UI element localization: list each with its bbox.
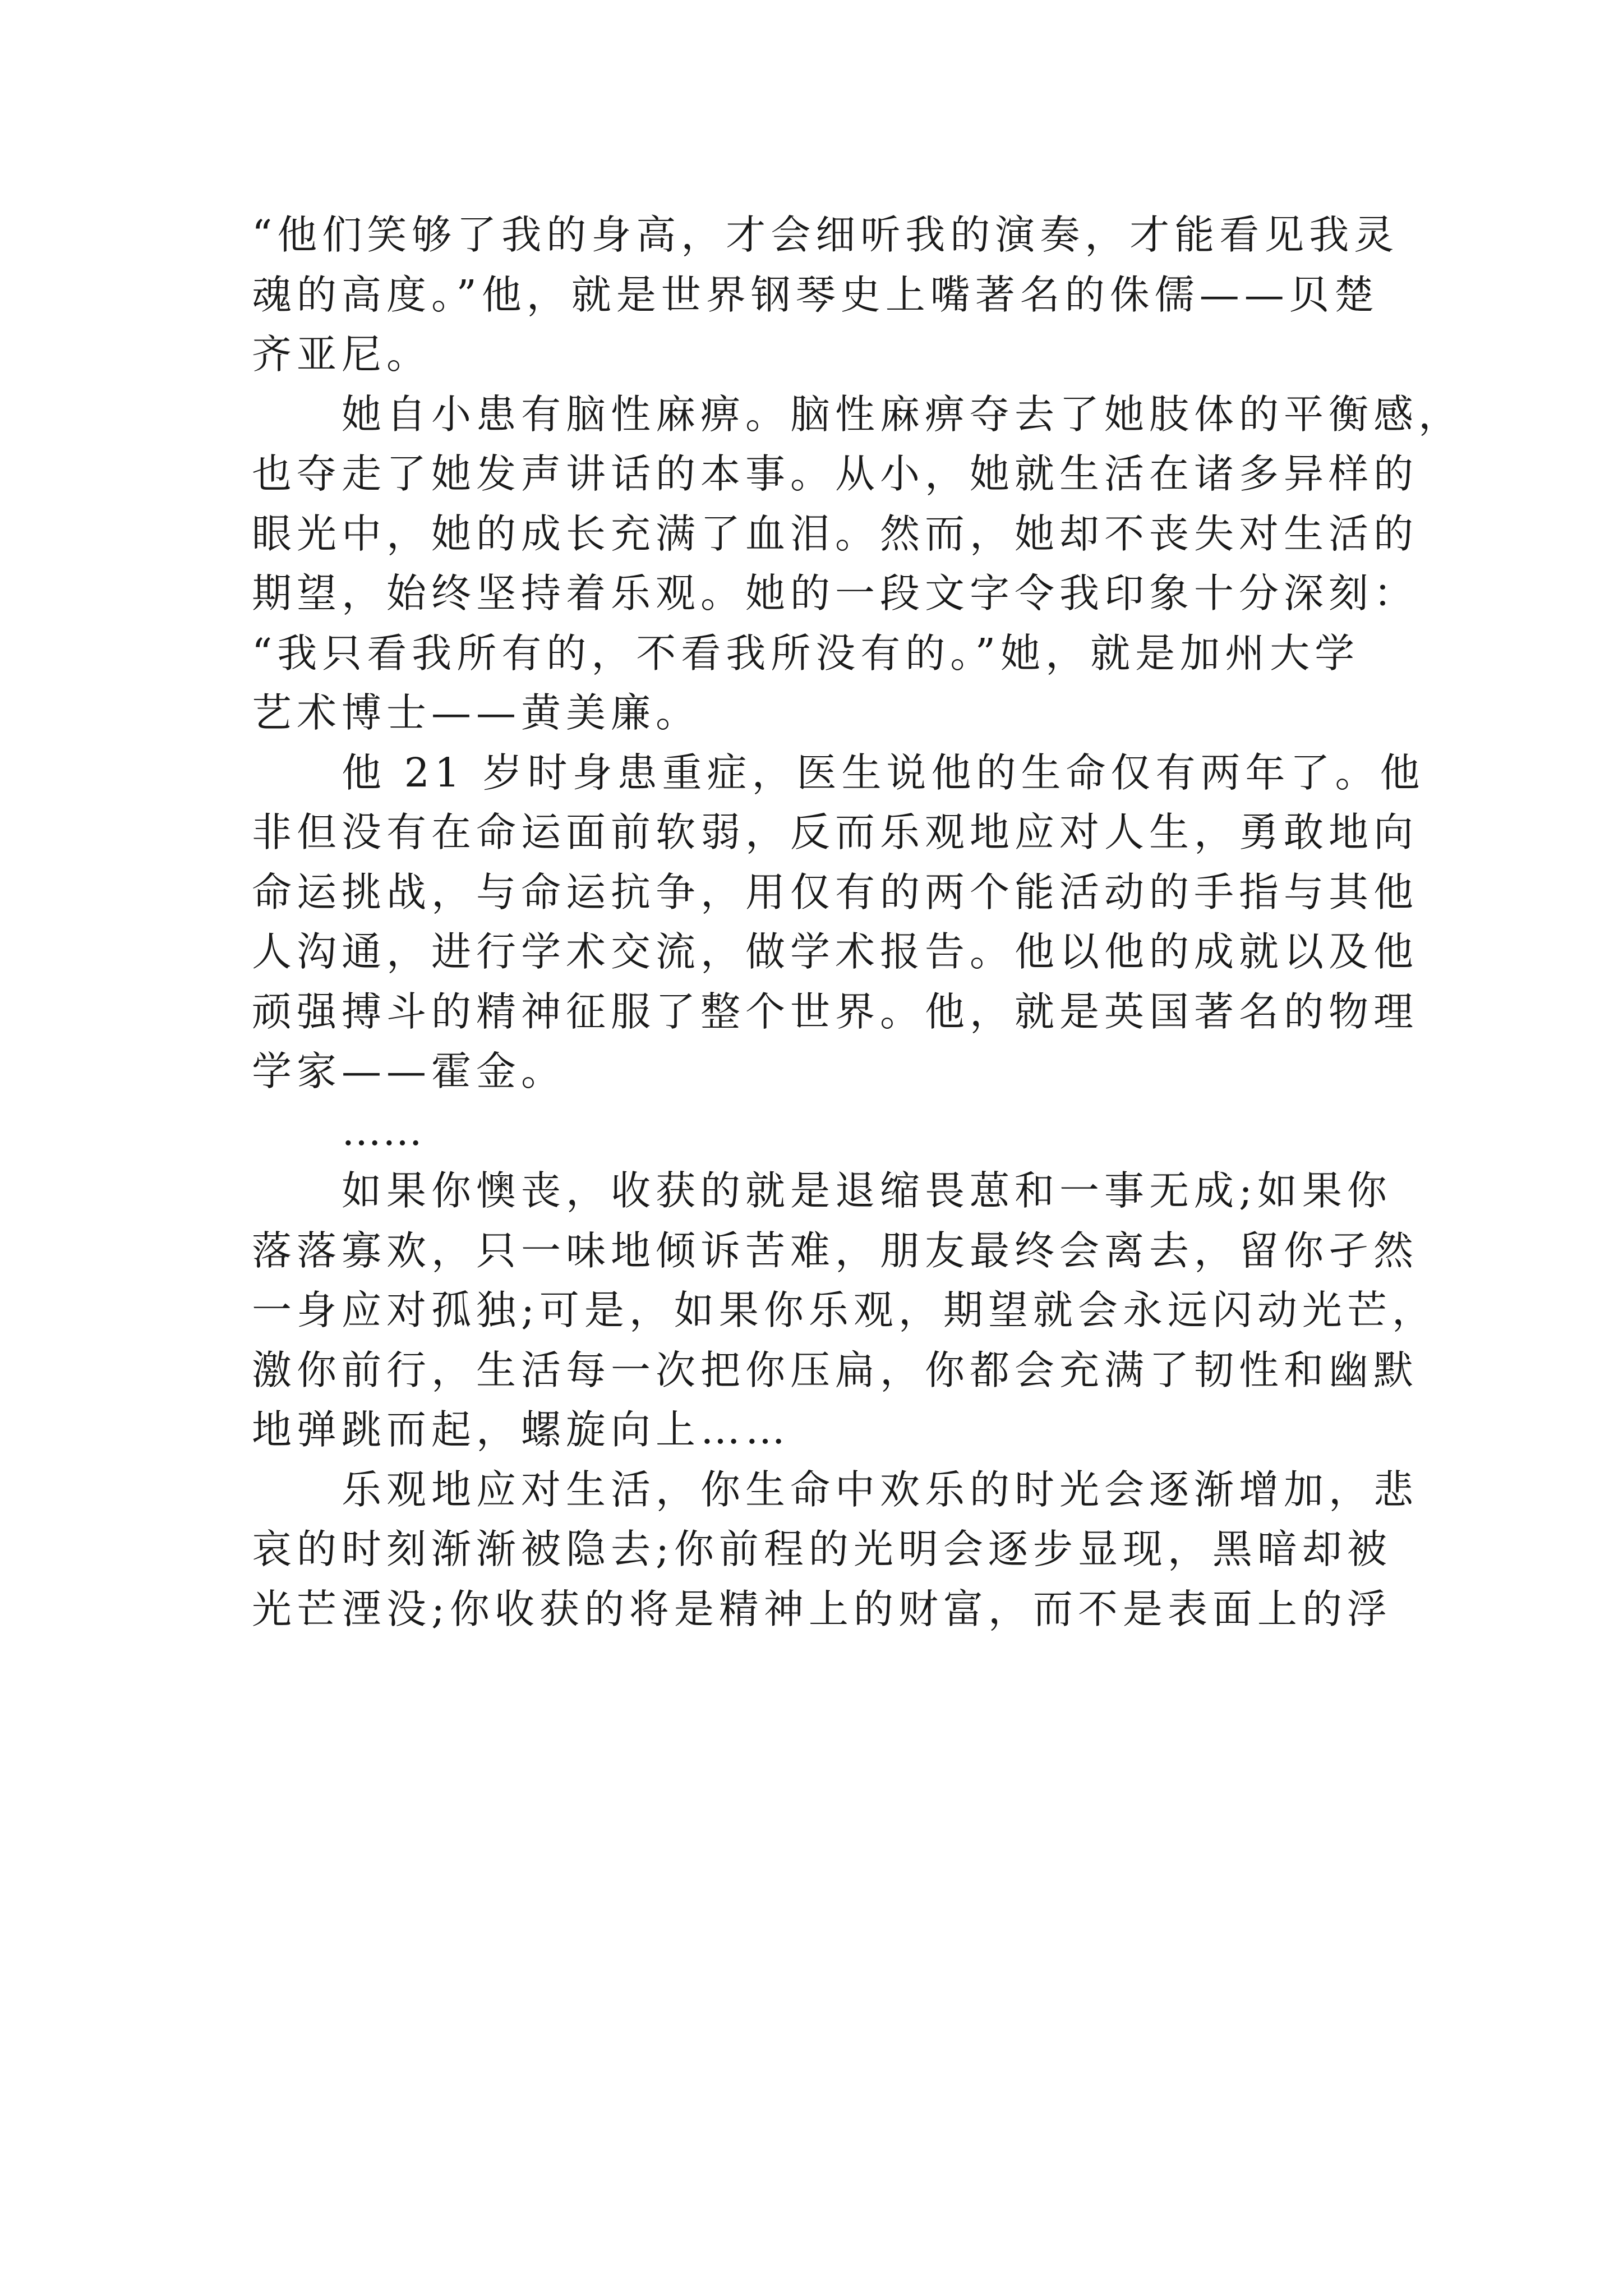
text-line: 也夺走了她发声讲话的本事。从小，她就生活在诸多异样的 (252, 450, 1419, 497)
text-line: 齐亚尼。 (252, 331, 432, 378)
ellipsis-line: …… (342, 1107, 423, 1154)
text-line: 一身应对孤独;可是，如果你乐观，期望就会永远闪动光芒， (252, 1287, 1437, 1333)
paragraph-6 (252, 1460, 1419, 1640)
text-line: 激你前行，生活每一次把你压扁，你都会充满了韧性和幽默 (252, 1346, 1419, 1393)
text-line: “他们笑够了我的身高，才会细听我的演奏，才能看见我灵 (252, 211, 1399, 258)
text-line: 如果你懊丧，收获的就是退缩畏葸和一事无成;如果你 (342, 1167, 1392, 1214)
paragraph-3 (252, 743, 1425, 1102)
text-line: 人沟通，进行学术交流，做学术报告。他以他的成就以及他 (252, 928, 1419, 975)
text-line: 落落寡欢，只一味地倾诉苦难，朋友最终会离去，留你孑然 (252, 1227, 1419, 1274)
text-line: 地弹跳而起，螺旋向上…… (252, 1406, 791, 1453)
paragraph-ellipsis (252, 1102, 1379, 1162)
text-line: “我只看我所有的，不看我所没有的。”她，就是加州大学 (252, 629, 1360, 677)
text-line: 眼光中，她的成长充满了血泪。然而，她却不丧失对生活的 (252, 510, 1419, 557)
text-line: 艺术博士——黄美廉。 (252, 689, 701, 736)
text-line: 乐观地应对生活，你生命中欢乐的时光会逐渐增加，悲 (342, 1466, 1419, 1513)
text-line: 学家——霍金。 (252, 1048, 566, 1094)
text-line: 他 21 岁时身患重症，医生说他的生命仅有两年了。他 (342, 749, 1425, 796)
text-line: 魂的高度。”他，就是世界钢琴史上嘴著名的侏儒——贝楚 (252, 271, 1379, 318)
text-line: 她自小患有脑性麻痹。脑性麻痹夺去了她肢体的平衡感， (342, 390, 1464, 438)
paragraph-5 (252, 1161, 1437, 1460)
text-line: 光芒湮没;你收获的将是精神上的财富，而不是表面上的浮 (252, 1585, 1392, 1632)
text-line: 顽强搏斗的精神征服了整个世界。他，就是英国著名的物理 (252, 988, 1419, 1035)
document-body (252, 205, 1464, 1639)
paragraph-2 (252, 385, 1464, 743)
text-line: 非但没有在命运面前软弱，反而乐观地应对人生，勇敢地向 (252, 809, 1419, 855)
text-line: 命运挑战，与命运抗争，用仅有的两个能活动的手指与其他 (252, 868, 1419, 915)
text-line: 期望，始终坚持着乐观。她的一段文字令我印象十分深刻： (252, 570, 1419, 616)
paragraph-1 (252, 205, 1399, 385)
text-line: 哀的时刻渐渐被隐去;你前程的光明会逐步显现，黑暗却被 (252, 1526, 1392, 1572)
